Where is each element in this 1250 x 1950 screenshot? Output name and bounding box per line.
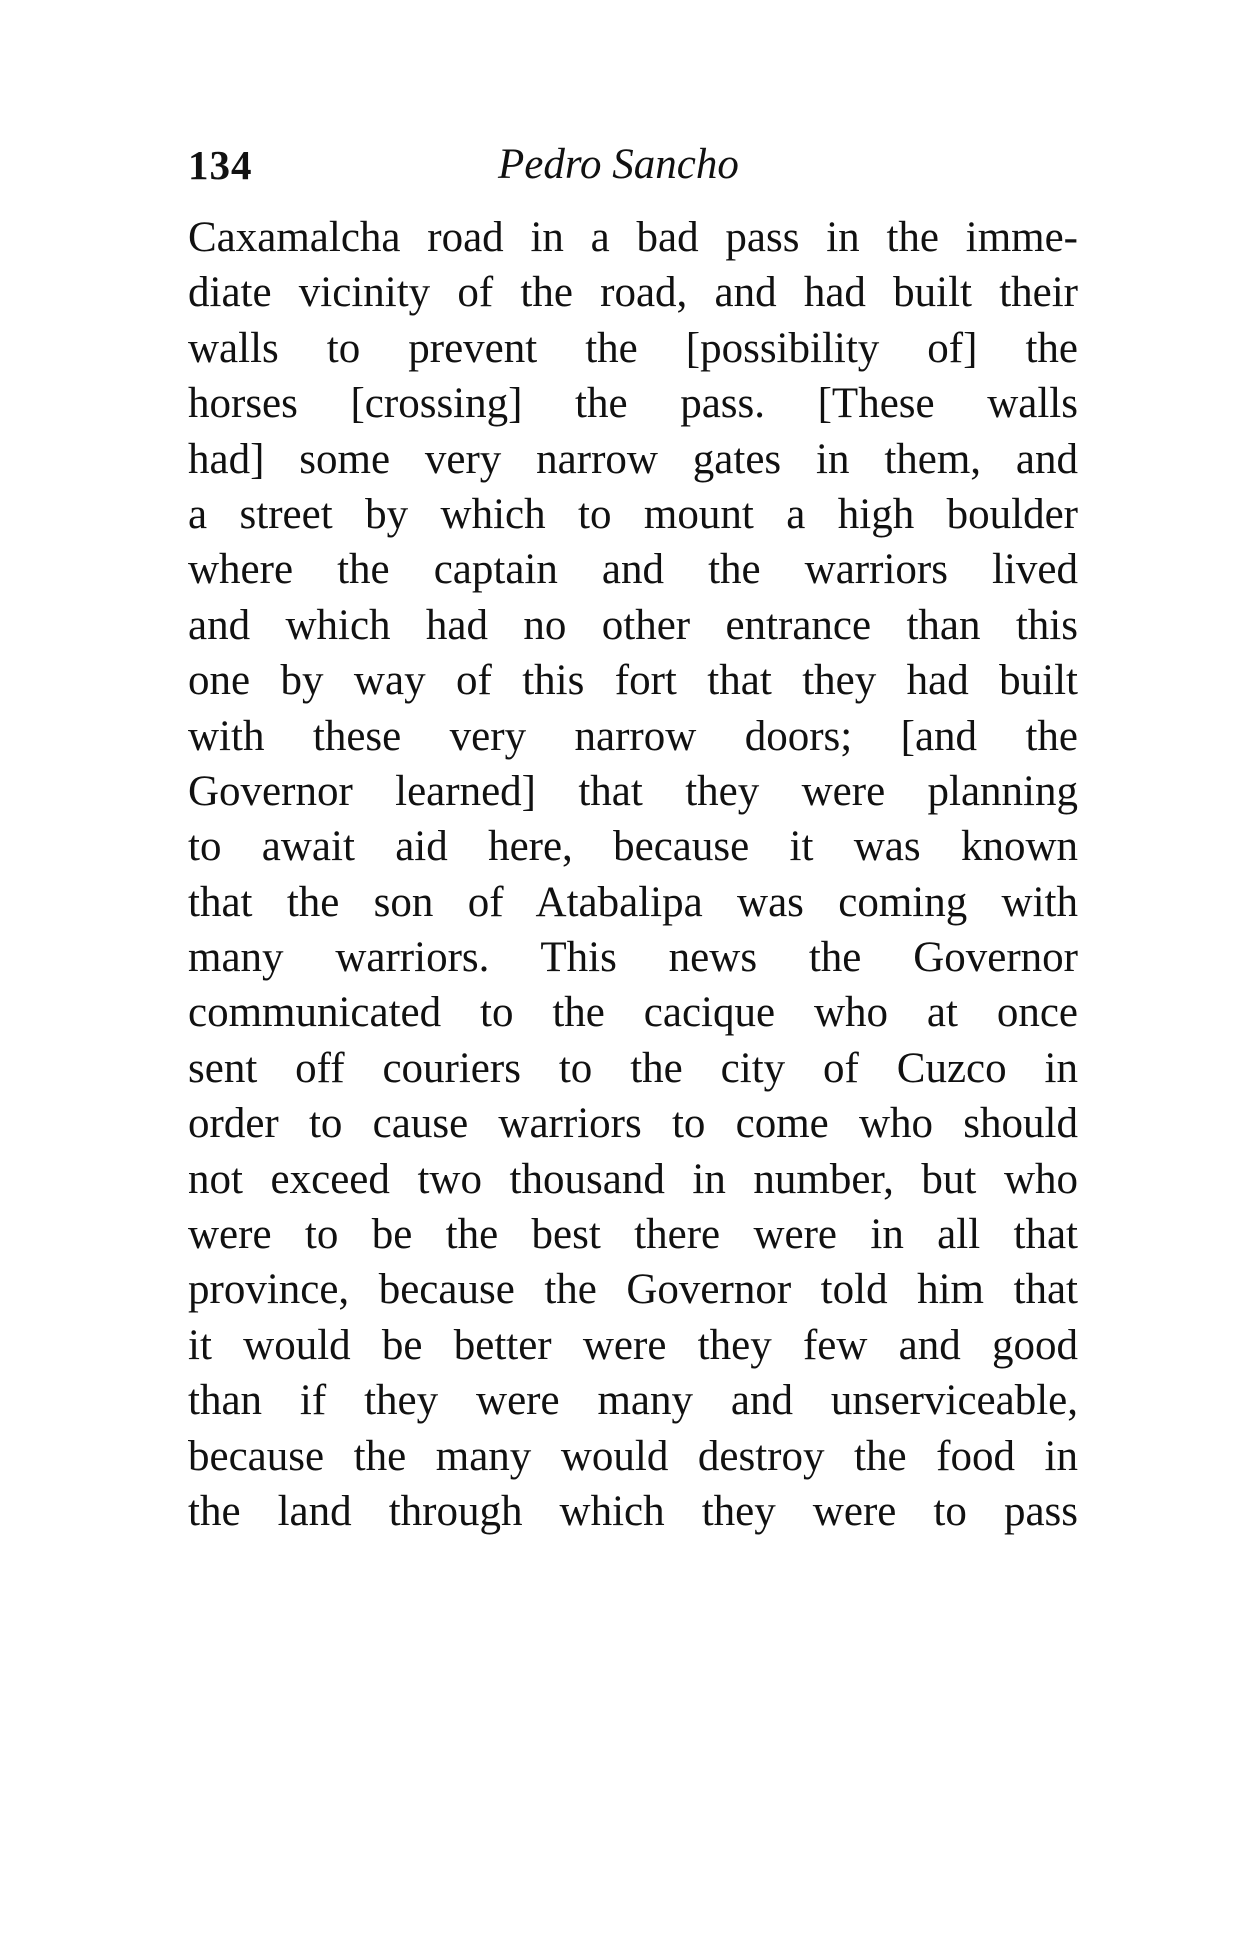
text-line: than if they were many and unserviceable,	[188, 1377, 1078, 1425]
text-line: Caxamalcha road in a bad pass in the imme-	[188, 214, 1078, 261]
text-line: and which had no other entrance than this	[188, 601, 1078, 649]
text-line: one by way of this fort that they had built	[188, 657, 1078, 705]
text-line: sent off couriers to the city of Cuzco in	[188, 1044, 1078, 1092]
running-head	[188, 135, 1078, 195]
text-line: order to cause warriors to come who should	[188, 1100, 1078, 1148]
text-line: province, because the Governor told him that	[188, 1266, 1078, 1314]
text-line: that the son of Atabalipa was coming with	[188, 878, 1078, 926]
text-line: where the captain and the warriors lived	[188, 546, 1078, 594]
text-line: horses [crossing] the pass. [These walls	[188, 380, 1078, 428]
text-line: communicated to the cacique who at once	[188, 989, 1078, 1037]
page-number: 134	[188, 142, 253, 188]
text-line: were to be the best there were in all that	[188, 1211, 1078, 1259]
running-title: Pedro Sancho	[498, 141, 739, 188]
text-line: with these very narrow doors; [and the	[188, 712, 1078, 760]
text-line: walls to prevent the [possibility of] the	[188, 324, 1078, 372]
text-line: to await aid here, because it was known	[188, 823, 1078, 871]
text-line: diate vicinity of the road, and had built their	[188, 269, 1078, 317]
text-line: a street by which to mount a high boulder	[188, 490, 1078, 538]
text-line: it would be better were they few and good	[188, 1321, 1078, 1369]
text-line: the land through which they were to pass	[188, 1487, 1078, 1535]
text-line: had] some very narrow gates in them, and	[188, 435, 1078, 483]
text-line: Governor learned] that they were planning	[188, 767, 1078, 815]
text-line: because the many would destroy the food in	[188, 1432, 1078, 1480]
body-text	[188, 210, 1078, 1539]
text-line: many warriors. This news the Governor	[188, 934, 1078, 982]
text-line: not exceed two thousand in number, but who	[188, 1155, 1078, 1203]
